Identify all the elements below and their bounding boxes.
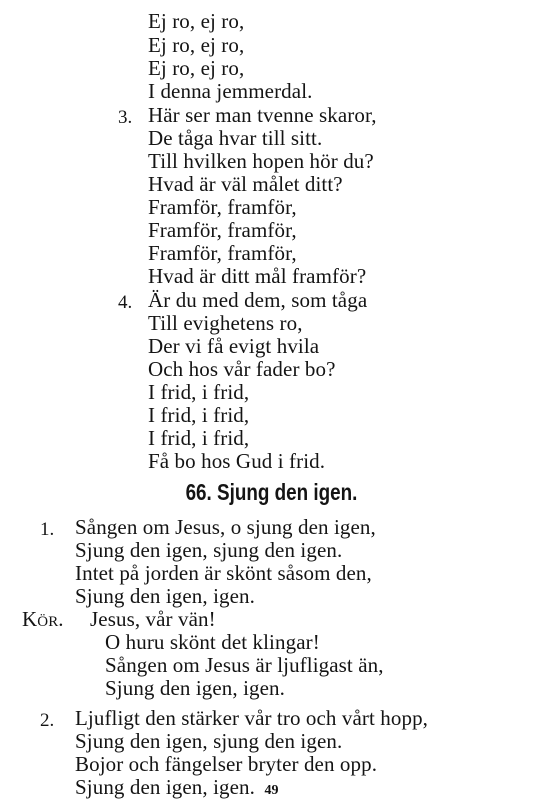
verse-line: I frid, i frid, — [148, 426, 250, 450]
verse-line: Ej ro, ej ro, — [148, 9, 245, 33]
verse-line: I denna jemmerdal. — [148, 79, 313, 103]
verse-line: Sången om Jesus, o sjung den igen, — [75, 515, 376, 539]
chorus-line: Sången om Jesus är ljufligast än, — [105, 653, 384, 677]
verse-line: Sjung den igen, igen. — [75, 775, 255, 799]
verse-line: Bojor och fängelser bryter den opp. — [75, 752, 378, 776]
verse-number: 1. — [40, 519, 55, 540]
verse-line: Hvad är väl målet ditt? — [148, 172, 343, 196]
verse-line: Och hos vår fader bo? — [148, 357, 336, 381]
verse-line: Ej ro, ej ro, — [148, 33, 245, 57]
verse-line: De tåga hvar till sitt. — [148, 126, 323, 150]
verse-line: Framför, framför, — [148, 195, 297, 219]
chorus-label: Kör. — [22, 607, 64, 631]
verse-line: Till hvilken hopen hör du? — [148, 149, 374, 173]
chorus-line: O huru skönt det klingar! — [105, 630, 320, 654]
verse-line: Här ser man tvenne skaror, — [148, 103, 377, 127]
chorus-line: Sjung den igen, igen. — [105, 676, 285, 700]
verse-number: 3. — [118, 107, 133, 128]
verse-line: Hvad är ditt mål framför? — [148, 264, 367, 288]
verse-line: Framför, framför, — [148, 218, 297, 242]
verse-line: Framför, framför, — [148, 241, 297, 265]
verse-line: Till evighetens ro, — [148, 311, 303, 335]
verse-line: Sjung den igen, sjung den igen. — [75, 729, 343, 753]
verse-line: I frid, i frid, — [148, 403, 250, 427]
verse-line: Sjung den igen, igen. — [75, 584, 255, 608]
verse-line: Sjung den igen, sjung den igen. — [75, 538, 343, 562]
chorus-line: Jesus, vår vän! — [90, 607, 216, 631]
verse-line: Få bo hos Gud i frid. — [148, 449, 326, 473]
verse-number: 2. — [40, 710, 55, 731]
verse-line: Ljufligt den stärker vår tro och vårt hopp, — [75, 706, 429, 730]
hymn-title: 66. Sjung den igen. — [185, 479, 358, 505]
verse-line: Der vi få evigt hvila — [148, 334, 320, 358]
verse-line: Är du med dem, som tåga — [148, 288, 368, 312]
verse-number: 4. — [118, 292, 133, 313]
page-number: 49 — [264, 783, 279, 798]
verse-line: Ej ro, ej ro, — [148, 56, 245, 80]
verse-line: Intet på jorden är skönt såsom den, — [75, 561, 372, 585]
verse-line: I frid, i frid, — [148, 380, 250, 404]
